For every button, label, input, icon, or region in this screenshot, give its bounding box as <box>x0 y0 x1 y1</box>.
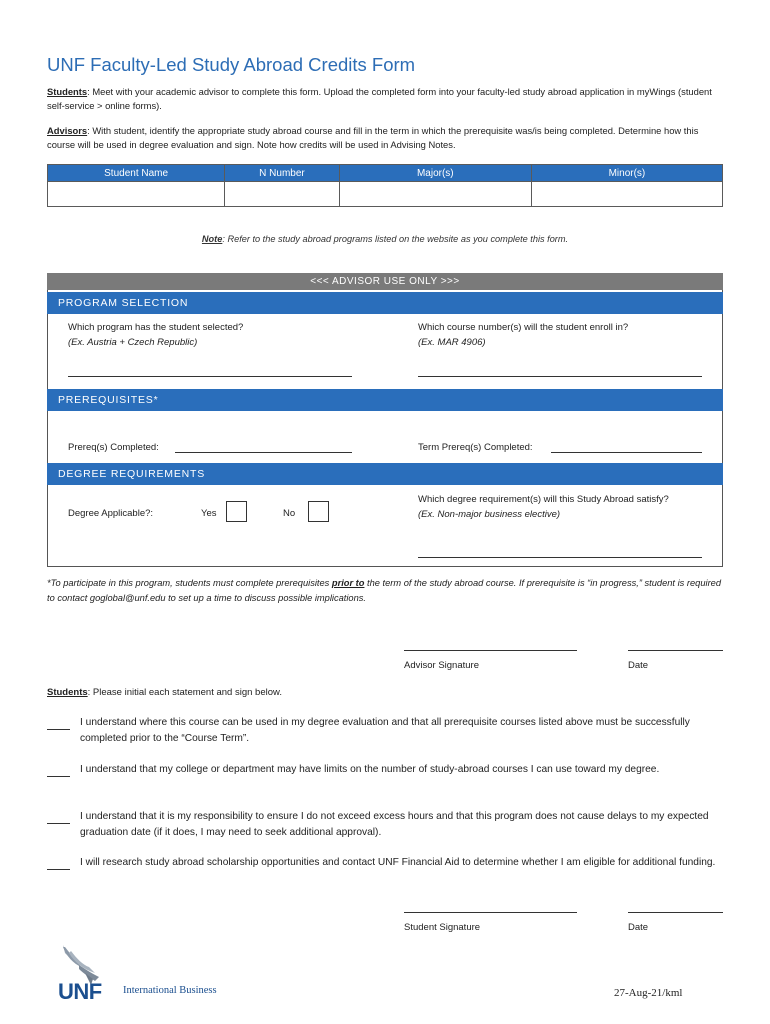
term-prereq-label: Term Prereq(s) Completed: <box>418 442 533 453</box>
students-intro-text: : Meet with your academic advisor to complete this form. Upload the completed form into your faculty-led study abroad application in myWings (student self-service > online forms). <box>47 86 712 111</box>
course-number-answer-line[interactable] <box>418 376 702 377</box>
program-selection-heading: PROGRAM SELECTION <box>47 292 723 314</box>
students-intro-label: Students <box>47 86 88 97</box>
header-majors: Major(s) <box>339 165 531 182</box>
advisors-intro-text: : With student, identify the appropriate study abroad course and fill in the term in which the prerequisite was/is being completed. Determine how this course will be used in degree evaluation and sign. Note how credits will be used in Advising Notes. <box>47 125 699 150</box>
statement-4: I will research study abroad scholarship opportunities and contact UNF Financial Aid to determine whether I am eligible for additional funding. <box>80 857 716 868</box>
course-number-question: Which course number(s) will the student enroll in? <box>418 322 629 333</box>
statement-3: I understand that it is my responsibility to ensure I do not exceed excess hours and that this program does not cause delays to my expected graduation date (if it does, I may need to seek additional approval). <box>80 811 709 838</box>
no-checkbox[interactable] <box>308 501 329 522</box>
initial-blank-1[interactable] <box>47 729 70 730</box>
students-statements-text: : Please initial each statement and sign below. <box>87 687 282 698</box>
yes-label: Yes <box>201 508 217 519</box>
page-title: UNF Faculty-Led Study Abroad Credits Form <box>47 54 416 75</box>
note-text: : Refer to the study abroad programs listed on the website as you complete this form. <box>222 234 569 244</box>
advisor-date-line[interactable] <box>628 650 723 651</box>
prereq-completed-line[interactable] <box>175 452 352 453</box>
prerequisite-footnote <box>47 576 727 606</box>
program-example: (Ex. Austria + Czech Republic) <box>68 337 198 348</box>
yes-checkbox[interactable] <box>226 501 247 522</box>
initial-blank-2[interactable] <box>47 776 70 777</box>
advisor-date-label: Date <box>628 660 649 671</box>
degree-applicable-label: Degree Applicable?: <box>68 508 154 519</box>
student-date-line[interactable] <box>628 912 723 913</box>
international-business-label: International Business <box>123 985 217 996</box>
student-signature-line[interactable] <box>404 912 577 913</box>
student-date-label: Date <box>628 922 649 933</box>
advisor-use-only-banner: <<< ADVISOR USE ONLY >>> <box>47 273 723 290</box>
students-intro <box>47 85 727 113</box>
student-info-table <box>47 164 723 207</box>
initial-blank-4[interactable] <box>47 869 70 870</box>
header-student-name: Student Name <box>48 165 225 182</box>
advisor-signature-line[interactable] <box>404 650 577 651</box>
student-name-field[interactable] <box>48 182 225 207</box>
advisor-signature-label: Advisor Signature <box>404 660 479 671</box>
no-label: No <box>283 508 296 519</box>
header-minors: Minor(s) <box>531 165 722 182</box>
header-n-number: N Number <box>225 165 340 182</box>
initial-blank-3[interactable] <box>47 823 70 824</box>
students-statements-label: Students <box>47 687 88 698</box>
unf-wordmark: UNF <box>58 979 102 1004</box>
note-label: Note <box>201 234 223 244</box>
footnote-part2: the term of the study abroad course. If prerequisite is “in progress,” student is required to contact goglobal@unf.edu to set up a time to discuss possible implications. <box>47 578 722 603</box>
program-answer-line[interactable] <box>68 376 352 377</box>
statement-2: I understand that my college or department may have limits on the number of study-abroad courses I can use toward my degree. <box>80 764 660 775</box>
prerequisites-heading: PREREQUISITES* <box>47 389 723 411</box>
advisors-intro <box>47 124 727 152</box>
student-signature-label: Student Signature <box>404 922 481 933</box>
footnote-emphasis: prior to <box>331 578 365 588</box>
students-statements-intro <box>47 687 282 698</box>
degree-requirement-line[interactable] <box>418 557 702 558</box>
degree-requirement-question: Which degree requirement(s) will this Study Abroad satisfy? <box>418 494 669 505</box>
course-number-example: (Ex. MAR 4906) <box>418 337 486 348</box>
revision-date: 27-Aug-21/kml <box>614 987 683 999</box>
majors-field[interactable] <box>339 182 531 207</box>
prereq-completed-label: Prereq(s) Completed: <box>68 442 159 453</box>
n-number-field[interactable] <box>225 182 340 207</box>
minors-field[interactable] <box>531 182 722 207</box>
term-prereq-line[interactable] <box>551 452 702 453</box>
advisors-intro-label: Advisors <box>47 125 88 136</box>
website-note <box>0 234 770 244</box>
degree-requirement-example: (Ex. Non-major business elective) <box>418 509 561 520</box>
statement-1: I understand where this course can be used in my degree evaluation and that all prerequisite courses listed above must be successfully completed prior to the “Course Term”. <box>80 717 690 744</box>
degree-requirements-heading: DEGREE REQUIREMENTS <box>47 463 723 485</box>
footnote-part1: *To participate in this program, students must complete prerequisites <box>47 578 332 588</box>
advisor-section-box <box>47 273 723 567</box>
program-question: Which program has the student selected? <box>68 322 244 333</box>
